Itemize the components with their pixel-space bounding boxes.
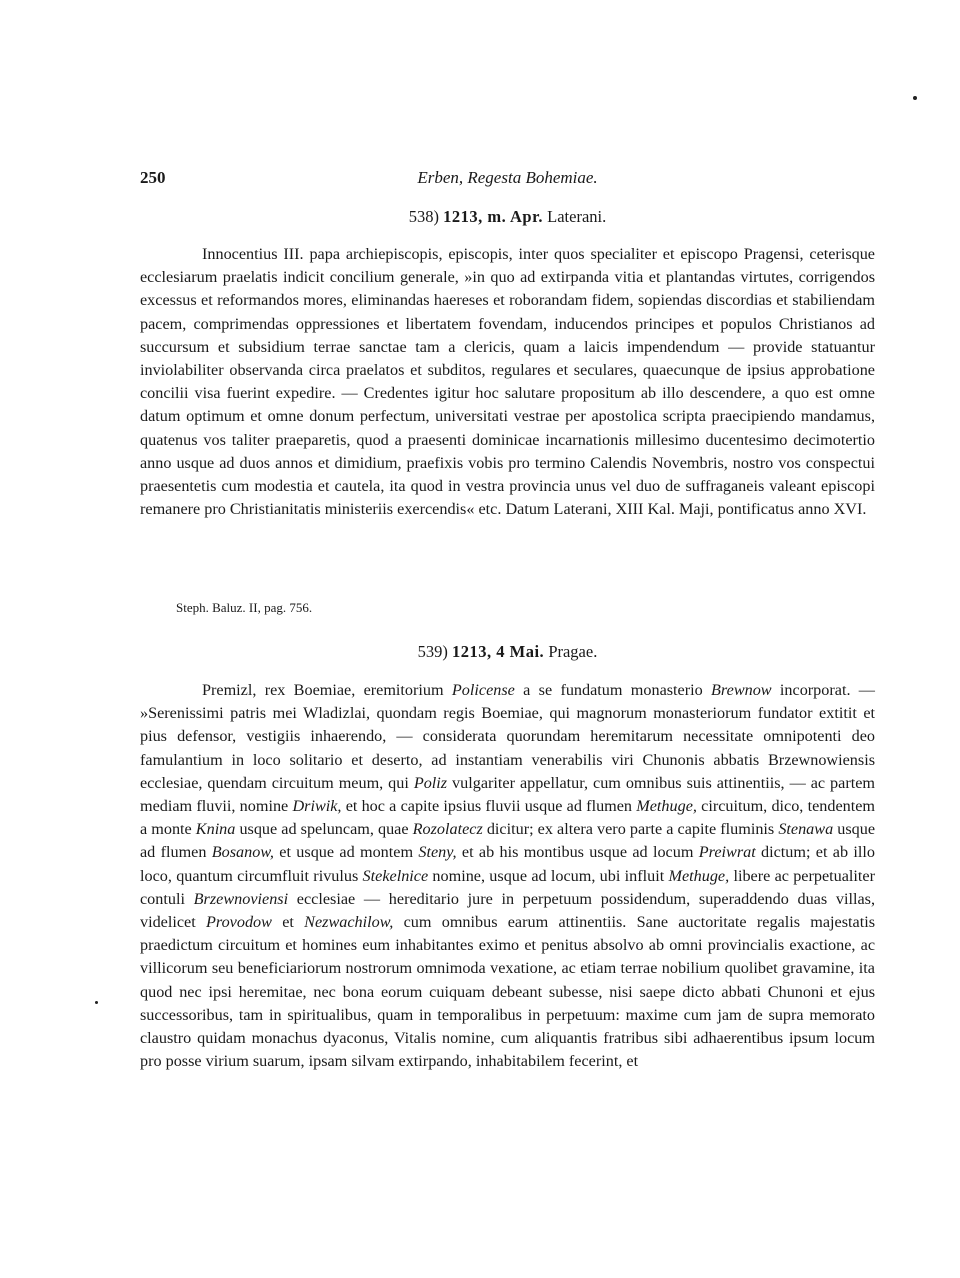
place-name: Driwik, <box>292 797 342 816</box>
entry-538-heading <box>140 207 875 227</box>
entry-date: 1213, m. Apr. <box>443 207 544 226</box>
regest-text: Innocentius III. papa archiepiscopis, episcopis, inter quos specialiter et episcopo Pragensi, ceterisque ecclesiarum praelatis indicit concilium generale, »in quo ad extirpanda vitia et plantandas virtutes, corrigendos excessus et reformandos mores, eliminandas haereses et roborandam fidem, sopiendas discordias et stabiliendam pacem, comprimendas oppressiones et libertatem fovendam, inducendos principes et populos Christianos ad succursum et subsidium terrae sanctae tam a clericis, quam a laicis impendendum — provide statuantur inviolabiliter observanda circa praelatos et subditos, regulares et seculares, quaecunque de ipsius approbatione concilii visa fuerint expedire. — Credentes igitur hoc salutare propositum ab illo descendere, a quo est omne datum optimum et omne donum perfectum, universitati vestrae per apostolica scripta praecipiendo mandamus, quatenus vos taliter praeparetis, quod a praesenti dominicae incarnationis millesimo ducentesimo decimotertio anno usque ad duos annos et dimidium, praefixis vobis pro termino Calendis Novembris, nostro vos conspectui praesentetis cum modestia et cautela, ita quod in vestra provincia unus vel duo de suffraganeis valeant episcopi remanere pro Christianitatis ministeriis exercendis« etc. Datum Laterani, XIII Kal. Maji, pontificatus anno XVI. <box>140 245 875 519</box>
place-name: Preiwrat <box>698 843 756 862</box>
running-head <box>140 168 875 192</box>
scan-speck <box>913 96 917 100</box>
text-segment: et <box>271 913 305 932</box>
entry-place: Laterani. <box>547 207 607 226</box>
text-segment: dictum; et ab illo loco, quantum circumfluit rivulus <box>140 843 875 885</box>
page-number: 250 <box>140 168 166 187</box>
source-reference: Steph. Baluz. II, pag. 756. <box>176 600 313 615</box>
place-name: Brewnow <box>711 681 772 699</box>
text-segment: circuitum, dico, tendentem a monte <box>140 797 875 839</box>
text-segment: usque ad flumen <box>140 820 876 862</box>
running-title: Erben, Regesta Bohemiae. <box>417 168 598 187</box>
place-name: Stekelnice <box>362 866 429 885</box>
place-name: Brzewnoviensi <box>193 889 289 908</box>
place-name: Bosanow, <box>211 843 274 862</box>
entry-538-text <box>140 243 875 521</box>
place-name: Methuge, <box>668 866 730 885</box>
text-segment: vulgariter appellatur, cum omnibus suis attinentiis, — ac partem mediam fluvii, nomine <box>140 773 875 816</box>
text-segment: incorporat. — »Serenissimi patris mei Wladizlai, quondam regis Boemiae, qui magnorum monasteriorum fundator extitit et pius defensor, vestigiis inhaerendo, — considerata quorundam heremitarum necessitate omnipotenti deo famulantium in loco solitario et deserto, ad instantiam venerabilis viri Chunonis abbatis Brzewnowiensis ecclesiae, quendam circuitum meum, qui <box>140 681 875 792</box>
text-segment: cum omnibus earum attinentiis. Sane auctoritate regalis majestatis praedictum circuitum et homines eum inhabitantes eximo et penitus absolvo ab omni provincialis exactione, ac villicorum seu beneficiariorum nostrorum omnimoda vexatione, ac etiam terrae nobilium quolibet gravamine, ita quod nec ipsi heremitae, nec bona eorum cuiquam debeant subesse, nisi saepe dicto abbati Chunoni et ejus successoribus, tam in spiritualibus, quam in temporalibus in perpetuum: maxime cum jam de supra memorato claustro quidam monachus dyaconus, Vitalis nomine, cum aliquantis fratribus sibi adhaerentibus ipsum locum pro posse virium suarum, ipsam silvam extirpando, inhabitabilem fecerint, et <box>140 913 876 1071</box>
text-segment: libere ac perpetualiter contuli <box>140 866 876 908</box>
text-segment: dicitur; ex altera vero parte a capite fluminis <box>482 820 779 839</box>
entry-number: 538) <box>408 207 440 226</box>
text-segment: et usque ad montem <box>273 843 419 862</box>
entry-539-text <box>140 679 875 1073</box>
text-segment: a se fundatum monasterio <box>514 681 712 699</box>
scan-speck <box>95 1001 98 1004</box>
place-name: Provodow <box>206 913 272 932</box>
place-name: Knina <box>195 820 236 839</box>
text-segment: et ab his montibus usque ad locum <box>456 843 699 862</box>
entry-number: 539) <box>417 642 448 661</box>
entry-place: Pragae. <box>548 642 598 661</box>
place-name: Rozolatecz <box>412 820 483 839</box>
place-name: Poliz <box>413 773 448 792</box>
place-name: Policense <box>451 681 515 699</box>
text-segment: ecclesiae — hereditario jure in perpetuum possidendum, superaddendo duas villas, videlicet <box>140 889 875 932</box>
text-segment: Premizl, rex Boemiae, eremitorium <box>202 681 452 699</box>
place-name: Stenawa <box>778 820 834 839</box>
text-segment: usque ad speluncam, quae <box>235 820 413 839</box>
place-name: Methuge, <box>636 797 697 816</box>
place-name: Nezwachilow, <box>304 913 394 932</box>
text-segment: nomine, usque ad locum, ubi influit <box>428 866 669 885</box>
place-name: Steny, <box>418 843 457 862</box>
text-segment: et hoc a capite ipsius fluvii usque ad flumen <box>341 797 637 816</box>
entry-date: 1213, 4 Mai. <box>452 642 545 661</box>
entry-539-heading <box>140 642 875 662</box>
